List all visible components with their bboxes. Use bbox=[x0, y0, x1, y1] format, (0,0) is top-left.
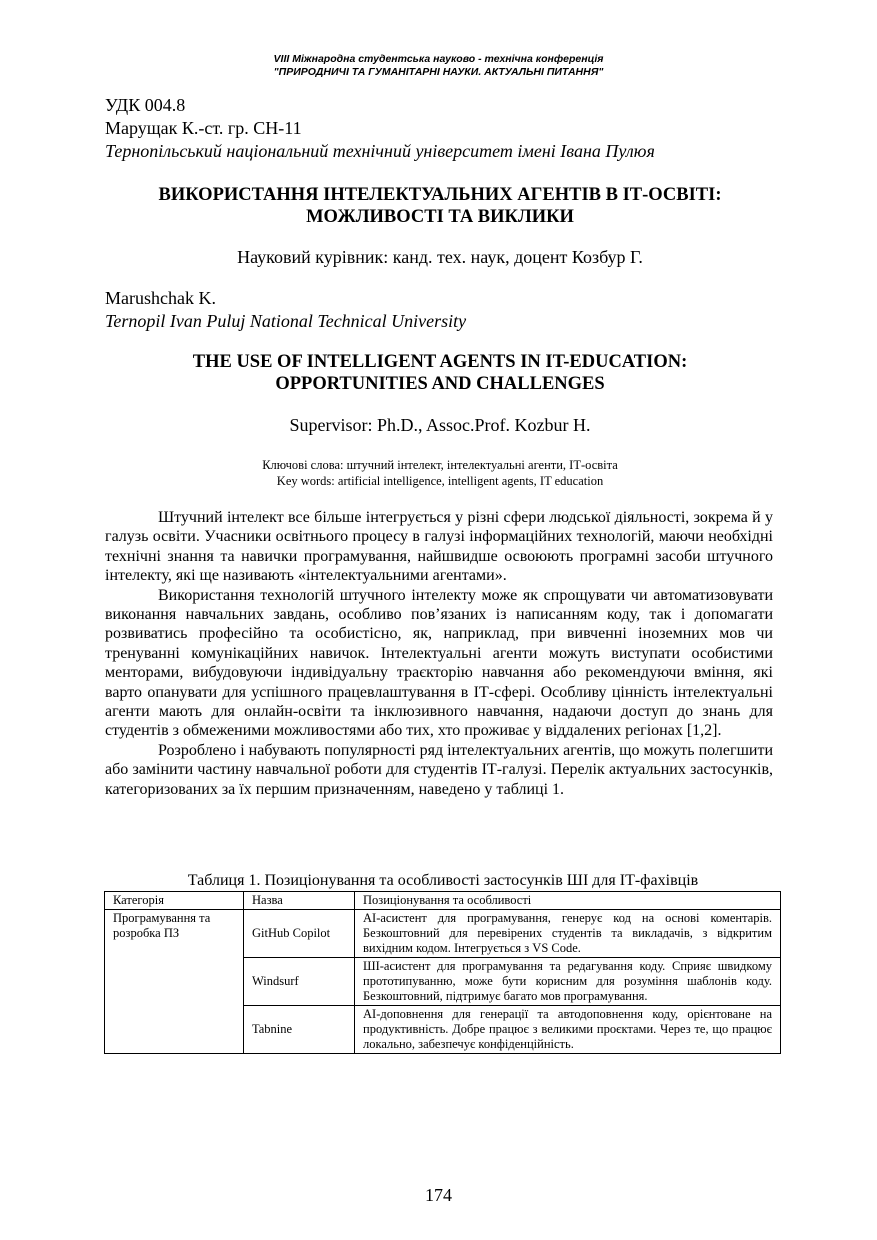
app-description-cell: AI-доповнення для генерації та автодоповнення коду, орієнтоване на продуктивність. Добре працює з великими проєктами. Через те, що працює локально, забезпечує конфіденційність. bbox=[355, 1006, 781, 1054]
eng-title-line-2: OPPORTUNITIES AND CHALLENGES bbox=[275, 374, 605, 394]
ukr-title-line-1: ВИКОРИСТАННЯ ІНТЕЛЕКТУАЛЬНИХ АГЕНТІВ В ІТ-ОСВІТІ: bbox=[158, 185, 722, 205]
ukr-supervisor: Науковий курівник: канд. тех. наук, доцент Козбур Г. bbox=[237, 247, 643, 267]
ukr-affiliation: Тернопільський національний технічний університет імені Івана Пулюя bbox=[105, 141, 655, 161]
body-text bbox=[105, 508, 773, 799]
table-caption: Таблиця 1. Позиціонування та особливості застосунків ШІ для ІТ-фахівців bbox=[187, 872, 699, 889]
keywords-eng: Key words: artificial intelligence, intelligent agents, IT education bbox=[276, 474, 604, 488]
app-name-cell: Windsurf bbox=[244, 958, 355, 1006]
eng-title-line-1: THE USE OF INTELLIGENT AGENTS IN IT-EDUCATION: bbox=[192, 352, 688, 372]
eng-metadata bbox=[105, 287, 785, 333]
conference-header bbox=[0, 53, 877, 79]
paragraph-1: Штучний інтелект все більше інтегрується у різні сфери людської діяльності, зокрема й у галузь освіти. Учасники освітнього процесу в галузі інформаційних технологій, маючи необхідні технічні знання та навички програмування, найшвидше освоюють програмні засоби штучного інтелекту, які ще називають «інтелектуальними агентами». bbox=[105, 509, 773, 585]
app-name-cell: GitHub Copilot bbox=[244, 910, 355, 958]
table-row bbox=[105, 910, 781, 958]
ukr-title-line-2: МОЖЛИВОСТІ ТА ВИКЛИКИ bbox=[306, 207, 574, 227]
conference-line-2: "ПРИРОДНИЧІ ТА ГУМАНІТАРНІ НАУКИ. АКТУАЛЬНІ ПИТАННЯ" bbox=[273, 66, 604, 78]
ai-apps-table bbox=[104, 891, 781, 1054]
eng-author: Marushchak K. bbox=[105, 288, 216, 308]
page-number: 174 bbox=[425, 1185, 452, 1205]
column-header-category: Категорія bbox=[105, 892, 244, 910]
paragraph-3: Розроблено і набувають популярності ряд інтелектуальних агентів, що можуть полегшити або замінити частину навчальної роботи для студентів ІТ-галузі. Перелік актуальних застосунків, категоризованих за їх першим призначенням, наведено у таблиці 1. bbox=[105, 741, 773, 798]
category-cell: Програмування та розробка ПЗ bbox=[105, 910, 244, 1054]
app-description-cell: AI-асистент для програмування, генерує код на основі коментарів. Безкоштовний для перевірених студентів та викладачів, з відкритим вихідним кодом. Інтегрується з VS Code. bbox=[355, 910, 781, 958]
app-description-cell: ШІ-асистент для програмування та редагування коду. Сприяє швидкому прототипуванню, може бути корисним для розуміння шаблонів коду. Безкоштовний, підтримує багато мов програмування. bbox=[355, 958, 781, 1006]
column-header-name: Назва bbox=[244, 892, 355, 910]
table-header-row bbox=[105, 892, 781, 910]
ukr-metadata bbox=[105, 94, 785, 163]
eng-affiliation: Ternopil Ivan Puluj National Technical University bbox=[105, 311, 467, 331]
ukr-title bbox=[105, 184, 775, 228]
conference-line-1: VIII Міжнародна студентська науково - технічна конференція bbox=[273, 53, 604, 65]
paragraph-2: Використання технологій штучного інтелекту може як спрощувати чи автоматизовувати виконання навчальних завдань, особливо пов’язаних із написанням коду, так і допомагати розвиватись професійно та особистісно, як, наприклад, при вивченні іноземних мов чи тренуванні комунікаційних навичок. Інтелектуальні агенти можуть виступати особистими менторами, вибудовуючи індивідуальну траєкторію навчання або рекомендуючи вміння, які варто опанувати для успішного працевлаштування в ІТ-сфері. Особливу цінність інтелектуальні агенти мають для онлайн-освіти та інклюзивного навчання, надаючи доступ до знань для студентів з обмеженими можливостями або тих, хто проживає у віддалених регіонах [1,2]. bbox=[105, 586, 773, 740]
udk-code: УДК 004.8 bbox=[105, 95, 186, 115]
app-name-cell: Tabnine bbox=[244, 1006, 355, 1054]
keywords bbox=[105, 457, 775, 489]
keywords-ukr: Ключові слова: штучний інтелект, інтелектуальні агенти, ІТ-освіта bbox=[262, 458, 618, 472]
column-header-positioning: Позиціонування та особливості bbox=[355, 892, 781, 910]
eng-supervisor: Supervisor: Ph.D., Assoc.Prof. Kozbur H. bbox=[289, 415, 591, 435]
eng-title bbox=[105, 351, 775, 395]
ukr-author: Марущак К.-ст. гр. СН-11 bbox=[105, 118, 302, 138]
